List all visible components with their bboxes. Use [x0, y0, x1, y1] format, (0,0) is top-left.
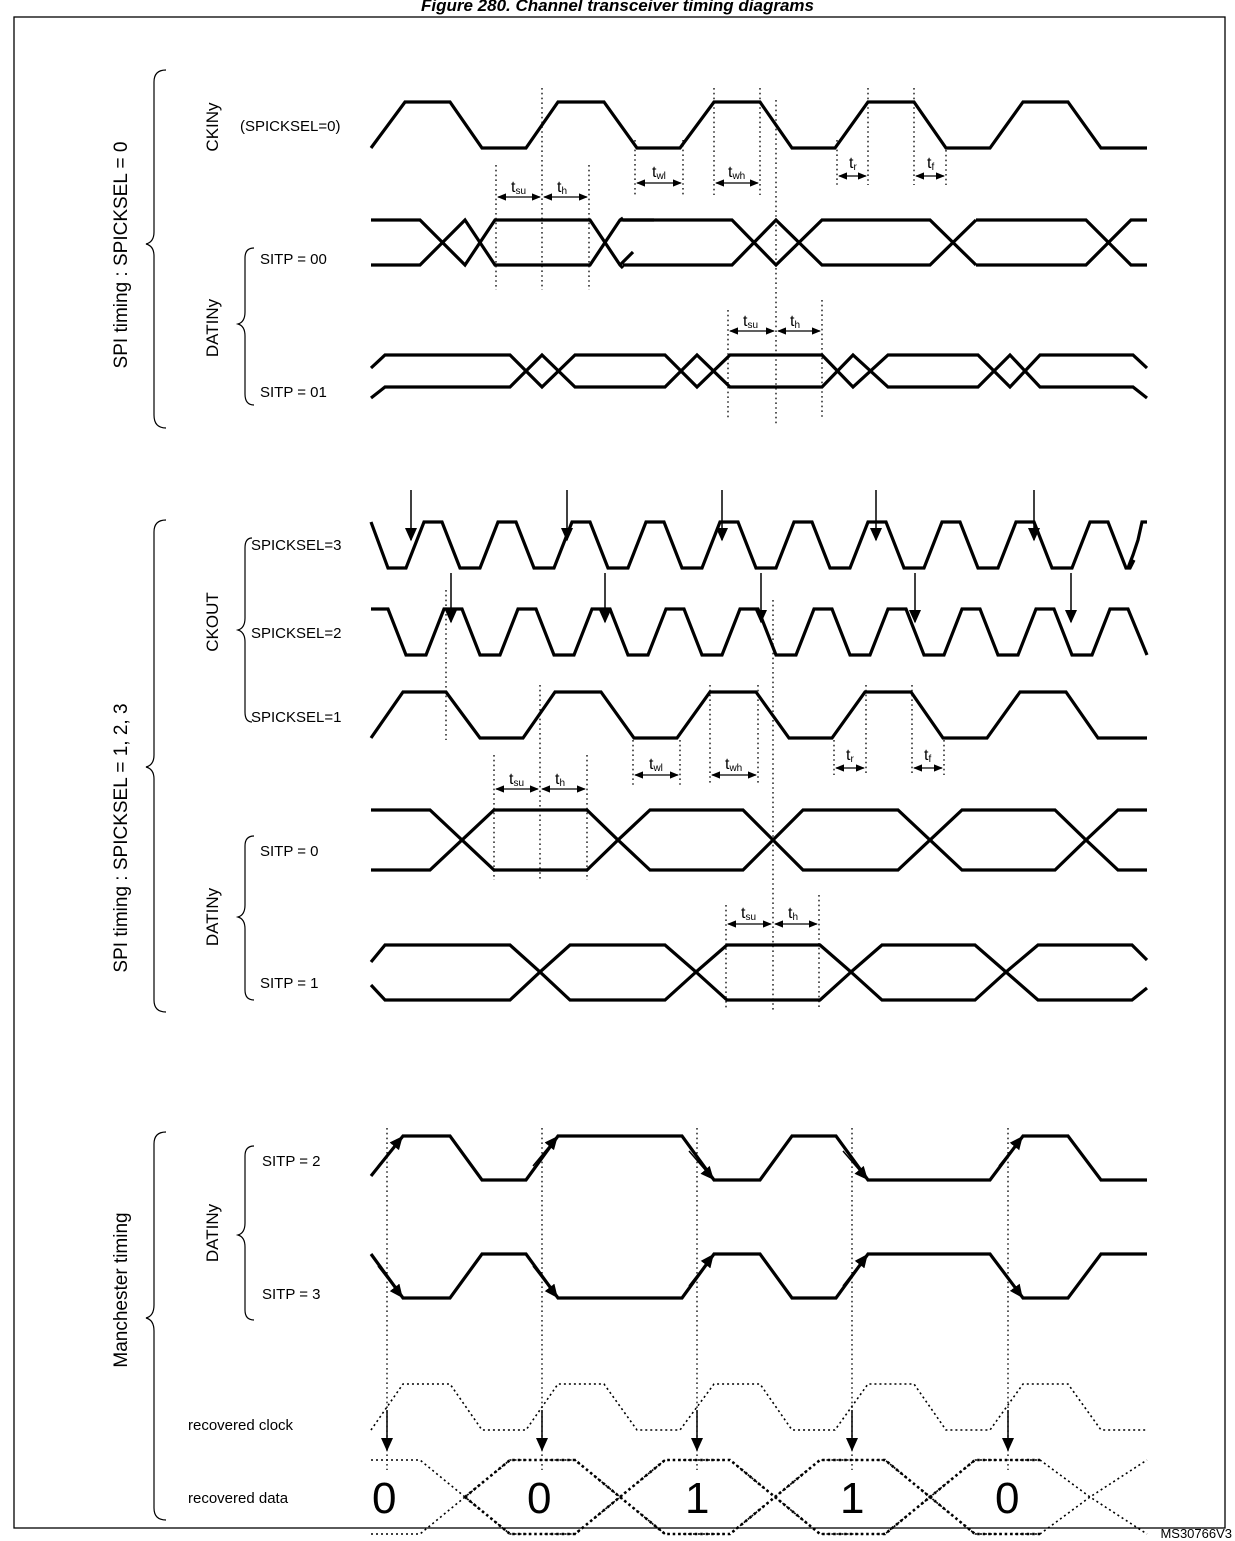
tsu-label-4: tsu [741, 905, 757, 923]
brace-spi0 [146, 70, 166, 428]
brace-datin-spi123 [238, 836, 254, 1000]
th-label: th [557, 179, 568, 197]
waveform-ckout-2 [371, 609, 1147, 655]
brace-datin-manchester [238, 1146, 254, 1320]
signal-label-ckout: CKOUT [203, 592, 222, 652]
figure-code: MS30766V3 [1160, 1526, 1232, 1541]
tsu-label: tsu [511, 179, 527, 197]
label-sitp1: SITP = 1 [260, 975, 319, 992]
twl-label-2: twl [649, 756, 663, 774]
recovered-bit-5: 0 [995, 1474, 1020, 1523]
label-sitp00: SITP = 00 [260, 251, 327, 268]
waveform-ckout-3 [371, 522, 1134, 568]
tsu-label-3: tsu [509, 771, 525, 789]
waveform-sitp2 [371, 1136, 1147, 1180]
waveform-datin-sitp01 [371, 355, 1147, 398]
th-label-2: th [790, 313, 801, 331]
th-label-3: th [555, 771, 566, 789]
waveform-datin-sitp1 [371, 945, 1147, 1000]
waveform-ckout-1 [371, 692, 1147, 738]
dims-sitp01 [730, 313, 820, 331]
th-label-4: th [788, 905, 799, 923]
twl-label: twl [652, 164, 666, 182]
recovered-clock-arrows [387, 1410, 1008, 1450]
label-recovered-clock: recovered clock [188, 1417, 294, 1434]
signal-label-ckin: CKINy [203, 102, 222, 152]
tf-label-2: tf [924, 747, 932, 765]
signal-label-datin-manchester: DATINy [203, 1203, 222, 1263]
group-label-spi0: SPI timing : SPICKSEL = 0 [111, 141, 132, 369]
label-spicksel0: (SPICKSEL=0) [240, 118, 341, 135]
label-spicksel1: SPICKSEL=1 [251, 709, 342, 726]
dim-labels-ckin [511, 155, 934, 197]
recovered-bit-4: 1 [840, 1474, 865, 1523]
label-spicksel2: SPICKSEL=2 [251, 625, 342, 642]
label-spicksel3: SPICKSEL=3 [251, 537, 342, 554]
signal-label-datin-spi0: DATINy [203, 298, 222, 358]
brace-spi123 [146, 520, 166, 1012]
figure-frame [14, 17, 1225, 1528]
recovered-bit-3: 1 [685, 1474, 710, 1523]
tr-label: tr [849, 155, 857, 173]
waveform-recovered-data [371, 1460, 1147, 1534]
twh-label: twh [728, 164, 746, 182]
recovered-bit-2: 0 [527, 1474, 552, 1523]
group-label-spi123: SPI timing : SPICKSEL = 1, 2, 3 [111, 703, 132, 973]
tr-label-2: tr [846, 747, 854, 765]
signal-label-datin-spi123: DATINy [203, 887, 222, 947]
recovered-bit-1: 0 [372, 1474, 397, 1523]
label-sitp0: SITP = 0 [260, 843, 319, 860]
tsu-label-2: tsu [743, 313, 759, 331]
figure-title: Figure 280. Channel transceiver timing diagrams [420, 0, 815, 15]
label-sitp01: SITP = 01 [260, 384, 327, 401]
brace-manchester [146, 1132, 166, 1520]
waveform-datin-sitp00 [371, 218, 1147, 268]
label-sitp3: SITP = 3 [262, 1286, 321, 1303]
waveform-datin-sitp0 [371, 810, 1147, 870]
brace-ckout [238, 538, 252, 722]
waveform-sitp3 [371, 1254, 1147, 1298]
waveform-ckin [371, 102, 1147, 148]
twh-label-2: twh [725, 756, 743, 774]
waveform-ckout-3-tail [1128, 522, 1147, 568]
tf-label: tf [927, 155, 935, 173]
waveform-recovered-clock [371, 1384, 1147, 1430]
label-sitp2: SITP = 2 [262, 1153, 321, 1170]
label-recovered-data: recovered data [188, 1490, 289, 1507]
dims-ckout [496, 747, 942, 789]
brace-datin-spi0 [238, 248, 254, 405]
group-label-manchester: Manchester timing [111, 1212, 132, 1368]
